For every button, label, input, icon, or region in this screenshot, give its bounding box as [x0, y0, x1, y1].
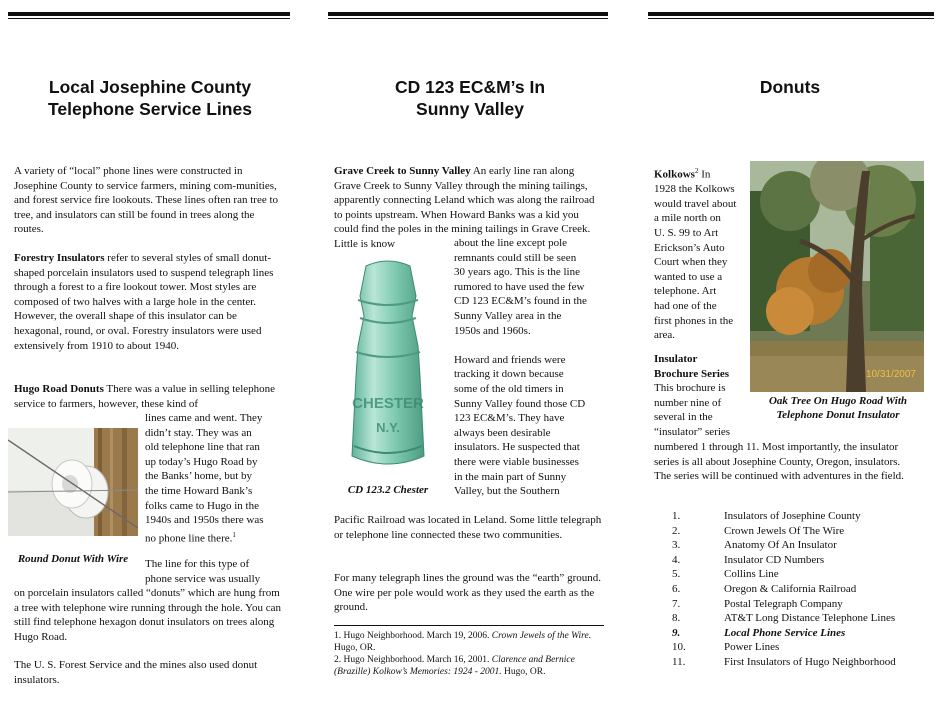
side-text-line: insulators. He suspected that	[454, 441, 580, 454]
chester-embossing-ny: N.Y.	[376, 420, 400, 435]
top-rule	[8, 12, 290, 16]
series-title: Insulator CD Numbers	[724, 553, 825, 566]
series-title: AT&T Long Distance Telephone Lines	[724, 612, 896, 625]
series-list-item	[672, 582, 932, 597]
top-rule	[648, 12, 934, 16]
series-list-item	[672, 538, 932, 553]
footnote-1: 1. Hugo Neighborhood. March 19, 2006. Crown Jewels of the Wire. Hugo, OR.	[334, 631, 592, 653]
glass-insulator-image	[328, 256, 448, 480]
series-number: 3.	[672, 539, 681, 552]
series-number: 11.	[672, 655, 686, 668]
line-type-side: The line for this type of phone service was usually	[145, 558, 261, 585]
column-donuts	[640, 0, 940, 718]
column-local-lines	[0, 0, 300, 718]
series-list-item	[672, 597, 932, 612]
series-list-item	[672, 567, 932, 582]
side-text-line: about the line except pole	[454, 237, 568, 249]
hugo-side-text: lines came and went. They didn’t stay. They was an old telephone line that ran up today’s Hugo Road by the Banks’ home, but by the time Howard Bank’s folks came to Hugo in the 1940s and 1950s there was no phone line there.$^1$	[145, 412, 264, 545]
brochure-side	[654, 352, 764, 440]
side-text-line: CD 123 EC&M’s found in the	[454, 295, 587, 308]
donut-insulator-image	[8, 428, 138, 536]
brochure-line: several in the	[654, 411, 713, 424]
kolkows-line: area.	[654, 329, 676, 342]
series-number: 4.	[672, 553, 681, 566]
side-text-line: in the main part of Sunny	[454, 470, 567, 483]
donut-caption: Round Donut With Wire	[17, 553, 129, 565]
brochure-heading: Insulator Brochure Series	[654, 353, 730, 380]
oak-caption: Oak Tree On Hugo Road With Telephone Donut Insulator	[768, 395, 908, 421]
side-text-line: 123 EC&M’s. They have	[454, 412, 565, 425]
series-title: Collins Line	[724, 568, 779, 581]
series-title: Power Lines	[724, 641, 780, 654]
footnote-2: 2. Hugo Neighborhood. March 16, 2001. Clarence and Bernice (Brazille) Kolkow’s Memories: 1924 - 2001. Hugo, OR.	[334, 655, 575, 677]
chester-embossing: CHESTER	[352, 395, 424, 412]
series-number: 7.	[672, 597, 681, 610]
side-text	[454, 236, 606, 499]
brochure-paragraph: numbered 1 through 11. Most importantly, the insulator series is all about Josephine County, Oregon, insulators. The series will be continued with adventures in the field.	[654, 441, 904, 483]
side-text-line: some of the old timers in	[454, 382, 564, 395]
hugo-heading: Hugo Road Donuts	[14, 383, 104, 395]
side-text-line: remnants could still be seen	[454, 251, 577, 264]
pacific-paragraph: Pacific Railroad was located in Leland. Some little telegraph or telephone line connected these two communities.	[334, 514, 602, 541]
kolkows-line: would travel about	[654, 197, 737, 210]
kolkows-line: 1928 the Kolkows	[654, 183, 735, 196]
page-title: Local Josephine County Telephone Service Lines	[48, 77, 252, 119]
chester-insulator-photo	[328, 256, 448, 480]
series-list-item	[672, 553, 932, 568]
insulator-series-list	[672, 509, 932, 670]
brochure-line: “insulator” series	[654, 425, 731, 438]
series-number: 1.	[672, 510, 681, 522]
series-title: Postal Telegraph Company	[724, 597, 843, 610]
series-list-item	[672, 640, 932, 655]
top-rule-thin	[648, 18, 934, 19]
series-list-item	[672, 626, 932, 641]
footnote-ref: 2	[694, 167, 699, 175]
series-list-item	[672, 611, 932, 626]
line-type-paragraph: on porcelain insulators called “donuts” which are hung from a tree with telephone wire running through the hole. You can still find telephone hexagon donut insulators on trees along Hugo Road.	[14, 587, 281, 643]
kolkows-line: had one of the	[654, 300, 717, 312]
side-text-line: Sunny Valley area in the	[454, 309, 562, 322]
section-title: CD 123 EC&M’s In Sunny Valley	[394, 77, 546, 119]
forestry-heading: Forestry Insulators	[14, 252, 105, 264]
series-number: 5.	[672, 568, 681, 581]
series-list-item	[672, 509, 932, 524]
series-title: Anatomy Of An Insulator	[724, 539, 837, 552]
series-title: First Insulators of Hugo Neighborhood	[724, 655, 896, 668]
oak-tree-photo	[750, 161, 924, 392]
series-number: 9.	[672, 626, 681, 639]
hugo-paragraph: Hugo Road Donuts There was a value in selling telephone service to farmers, however, these kind of	[14, 383, 276, 410]
series-number: 8.	[672, 612, 681, 625]
donut-insulator-photo	[8, 428, 138, 536]
series-title: Oregon & California Railroad	[724, 582, 857, 595]
side-text-line: 30 years ago. This is the line	[454, 266, 580, 279]
side-text-line: tracking it down because	[454, 368, 564, 381]
series-title: Insulators of Josephine County	[724, 510, 861, 522]
side-text-line: there were viable businesses	[454, 455, 579, 468]
side-text-line: Sunny Valley found those CD	[454, 397, 586, 410]
column-sunny-valley	[320, 0, 620, 718]
top-rule-thin	[8, 18, 290, 19]
series-list-item	[672, 655, 932, 670]
top-rule-thin	[328, 18, 608, 19]
brochure-line: This brochure is	[654, 382, 726, 395]
footnote-rule	[334, 625, 604, 626]
chester-caption: CD 123.2 Chester	[347, 484, 429, 496]
side-text-line: 1950s and 1960s.	[454, 324, 531, 337]
kolkows-line: first phones in the	[654, 314, 734, 327]
closing-paragraph: The U. S. Forest Service and the mines also used donut insulators.	[14, 659, 258, 686]
footnote-ref: 1	[232, 530, 236, 539]
series-number: 2.	[672, 524, 681, 537]
side-text-line	[454, 338, 606, 353]
side-text-line: always been desirable	[454, 426, 551, 439]
intro-paragraph: A variety of “local” phone lines were constructed in Josephine County to service farmers, mining com-munities, and forest service fire lookouts. These lines often ran tree to tree, and insulators can still be found in trees along the routes.	[14, 165, 279, 236]
kolkows-line: wanted to use a	[654, 270, 723, 283]
kolkows-line: Erickson’s Auto	[654, 241, 725, 254]
kolkows-line: telephone. Art	[654, 285, 717, 298]
photo-date: 10/31/2007	[865, 369, 916, 380]
ground-paragraph: For many telegraph lines the ground was the “earth” ground. One wire per pole would work as they used the earth as the ground.	[334, 572, 601, 614]
top-rule	[328, 12, 608, 16]
section-title: Donuts	[759, 77, 821, 97]
series-title: Crown Jewels Of The Wire	[724, 524, 845, 537]
kolkows-line: Court when they	[654, 256, 728, 269]
kolkows-heading: Kolkows	[654, 168, 695, 181]
kolkows-paragraph: Kolkows$^2$ In 1928 the Kolkows would travel about a mile north on U. S. 99 to Art Erickson’s Auto Court when they wanted to use a telephone. Art had one of the first phones in the area.	[654, 164, 764, 343]
side-text-line: rumored to have used the few	[454, 280, 585, 293]
kolkows-line: a mile north on	[654, 212, 721, 225]
kolkows-line: U. S. 99 to Art	[654, 227, 719, 240]
series-list-item	[672, 524, 932, 539]
series-title: Local Phone Service Lines	[724, 626, 846, 639]
grave-creek-paragraph: Grave Creek to Sunny Valley An early line ran along Grave Creek to Sunny Valley through the mining tailings, apparently connecting Leland which was along the railroad to points upstream. When Howard Banks was a kid you could find the poles in the mining tailings in Grave Creek. Little is know	[334, 165, 595, 250]
side-text-line: Valley, but the Southern	[454, 485, 560, 498]
grave-creek-heading: Grave Creek to Sunny Valley	[334, 165, 471, 177]
series-number: 6.	[672, 582, 681, 595]
oak-tree-image	[750, 161, 924, 392]
side-text-line: Howard and friends were	[454, 353, 566, 366]
series-number: 10.	[672, 641, 686, 654]
forestry-paragraph: Forestry Insulators refer to several styles of small donut-shaped porcelain insulators used to suspend telegraph lines through a forest to a fire lookout tower. Most styles are composed of two halves with a large hole in the center. However, the overall shape of this insulator can be hexagonal, round, or oval. Forestry insulators were used extensively from 1910 to about 1940.	[14, 252, 274, 352]
brochure-line: number nine of	[654, 396, 722, 409]
